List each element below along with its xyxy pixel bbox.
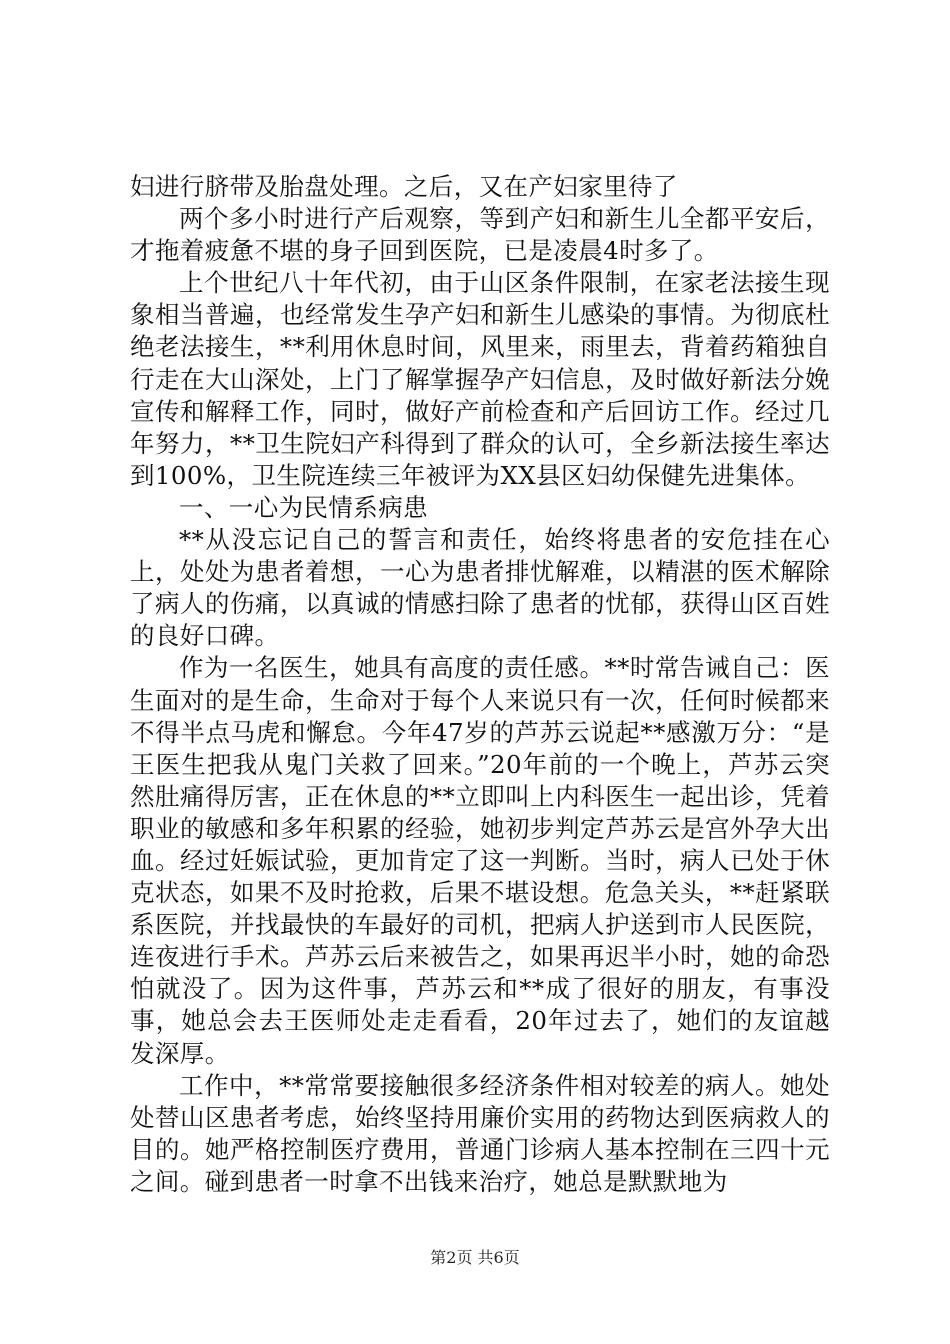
paragraph-2: 两个多小时进行产后观察，等到产妇和新生儿全都平安后，才拖着疲惫不堪的身子回到医院，已是凌晨4时多了。 [130, 204, 830, 266]
document-body [130, 171, 830, 1198]
paragraph-4: **从没忘记自己的誓言和责任，始终将患者的安危挂在心上，处处为患者着想，一心为患者排忧解难，以精湛的医术解除了病人的伤痛，以真诚的情感扫除了患者的忧郁，获得山区百姓的良好口碑。 [130, 525, 830, 651]
page-footer: 第2页 共6页 [430, 1248, 520, 1267]
paragraph-3: 上个世纪八十年代初，由于山区条件限制，在家老法接生现象相当普遍，也经常发生孕产妇和新生儿感染的事情。为彻底杜绝老法接生，**利用休息时间，风里来，雨里去，背着药箱独自行走在大山深处，上门了解掌握孕产妇信息，及时做好新法分娩宣传和解释工作，同时，做好产前检查和产后回访工作。经过几年努力，**卫生院妇产科得到了群众的认可，全乡新法接生率达到100%，卫生院连续三年被评为XX县区妇幼保健先进集体。 [130, 268, 830, 490]
paragraph-6: 工作中，**常常要接触很多经济条件相对较差的病人。她处处替山区患者考虑，始终坚持用廉价实用的药物达到医病救人的目的。她严格控制医疗费用，普通门诊病人基本控制在三四十元之间。碰到患者一时拿不出钱来治疗，她总是默默地为 [130, 1070, 830, 1196]
section-heading: 一、一心为民情系病患 [179, 492, 428, 522]
paragraph-5: 作为一名医生，她具有高度的责任感。**时常告诫自己：医生面对的是生命，生命对于每个人来说只有一次，任何时候都来不得半点马虎和懈怠。今年47岁的芦苏云说起**感激万分：“是王医生把我从鬼门关救了回来。”20年前的一个晚上，芦苏云突然肚痛得厉害，正在休息的**立即叫上内科医生一起出诊，凭着职业的敏感和多年积累的经验，她初步判定芦苏云是宫外孕大出血。经过妊娠试验，更加肯定了这一判断。当时，病人已处于休克状态，如果不及时抢救，后果不堪设想。危急关头，**赶紧联系医院，并找最快的车最好的司机，把病人护送到市人民医院，连夜进行手术。芦苏云后来被告之，如果再迟半小时，她的命恐怕就没了。因为这件事，芦苏云和**成了很好的朋友，有事没事，她总会去王医师处走走看看，20年过去了，她们的友谊越发深厚。 [130, 653, 830, 1068]
paragraph-1: 妇进行脐带及胎盘处理。之后，又在产妇家里待了 [130, 172, 678, 201]
